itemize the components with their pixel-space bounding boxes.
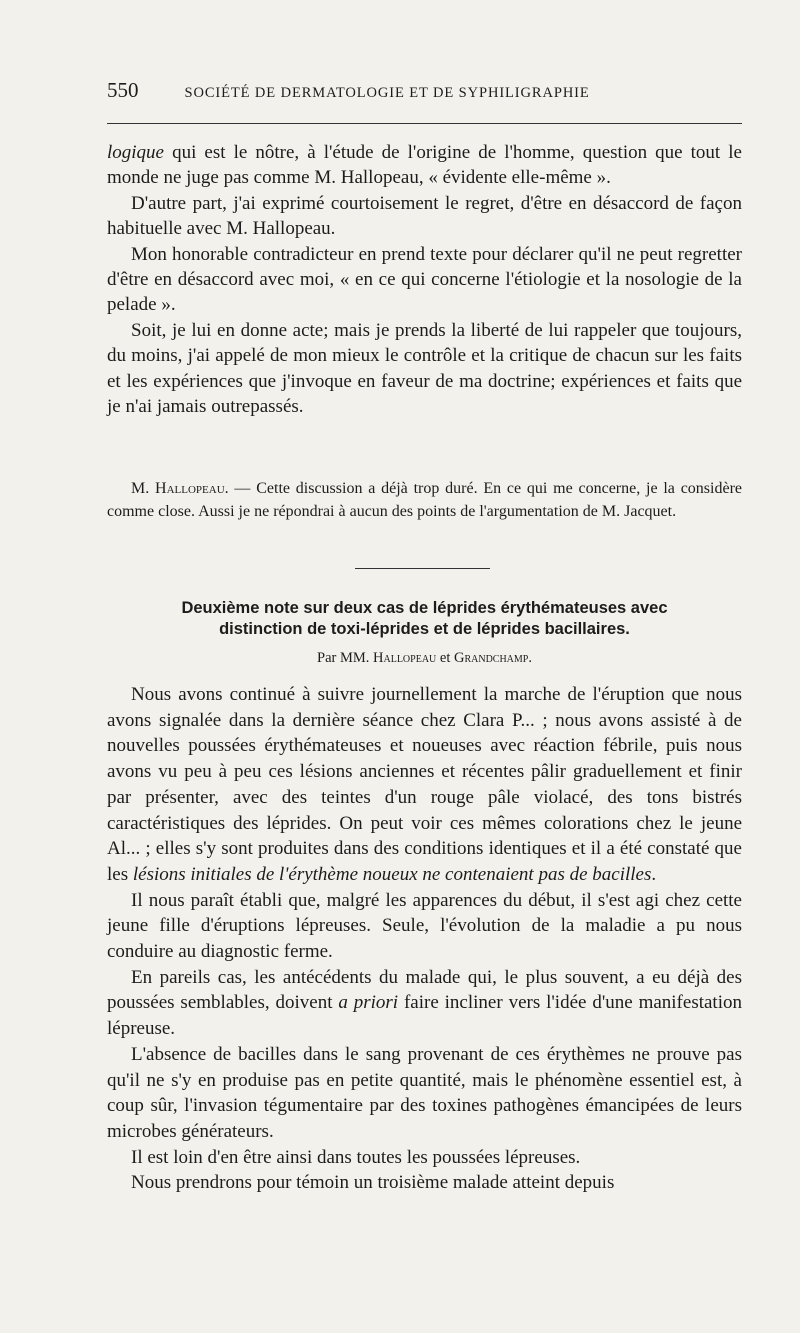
header-rule (107, 123, 742, 124)
article-byline (107, 650, 742, 667)
paragraph-4: Soit, je lui en donne acte; mais je prends la liberté de lui rappeler que toujours, du moins, j'ai appelé de mon mieux le contrôle et la critique de chacun sur les faits et les expériences que j'invoque en faveur de ma doctrine; expériences et faits que je n'ai jamais outrepassés. (107, 319, 742, 418)
author-2: Grandchamp (453, 650, 529, 666)
reply-speaker-prefix: M. (131, 480, 156, 497)
paragraph-10: Nous prendrons pour témoin un troisième malade atteint depuis (131, 1172, 615, 1194)
paragraph-7-text: En pareils cas, les antécédents du malade qui, le plus souvent, a eu déjà des poussées semblables, doivent (107, 966, 742, 1014)
paragraph-2: D'autre part, j'ai exprimé courtoisement le regret, d'être en désaccord de façon habituelle avec M. Hallopeau. (107, 192, 742, 240)
paragraph-1-italic: logique (107, 142, 164, 163)
hallopeau-reply (107, 477, 742, 523)
running-title: SOCIÉTÉ DE DERMATOLOGIE ET DE SYPHILIGRAPHIE (184, 85, 590, 101)
discussion-text (107, 140, 742, 419)
paragraph-5-italic: lésions initiales de l'érythème noueux ne contenaient pas de bacilles (132, 863, 652, 885)
byline-prefix: Par MM. (317, 650, 374, 666)
article-title-line-1: Deuxième note sur deux cas de léprides érythémateuses avec (181, 599, 668, 617)
paragraph-7-end: faire incliner vers l'idée d'une manifestation lépreuse. (107, 992, 742, 1040)
article-title-line-2: distinction de toxi-léprides et de léprides bacillaires. (219, 620, 630, 638)
page-header (107, 78, 742, 103)
paragraph-1-text: qui est le nôtre, à l'étude de l'origine de l'homme, question que tout le monde ne juge pas comme M. Hallopeau, « évidente elle-même ». (107, 142, 742, 189)
paragraph-3: Mon honorable contradicteur en prend texte pour déclarer qu'il ne peut regretter d'être en désaccord avec moi, « en ce qui concerne l'étiologie et la nosologie de la pelade ». (107, 243, 742, 316)
paragraph-5-text: Nous avons continué à suivre journellement la marche de l'éruption que nous avons signalée dans la dernière séance chez Clara P... ; nous avons assisté à de nouvelles poussées érythémateuses et noueuses avec réaction fébrile, puis nous avons vu peu à peu ces lésions anciennes et récentes pâlir graduellement et finir par présenter, avec des teintes d'un rouge pâle violacé, des tons bistrés caractéristiques des léprides. On peut voir ces mêmes colorations chez le jeune Al... ; elles s'y sont produites dans des conditions identiques et il a été constaté que les (107, 684, 742, 885)
reply-speaker: Hallopeau (155, 480, 225, 497)
paragraph-9: Il est loin d'en être ainsi dans toutes les poussées lépreuses. (131, 1146, 581, 1168)
byline-conjunction: et (436, 650, 454, 666)
byline-end: . (528, 650, 532, 666)
paragraph-5-end: . (651, 863, 657, 885)
section-separator (355, 568, 490, 569)
page-number: 550 (107, 78, 139, 102)
paragraph-7 (107, 965, 742, 1042)
paragraph-7-italic: a priori (338, 992, 399, 1014)
paragraph-5 (107, 682, 742, 888)
paragraph-8: L'absence de bacilles dans le sang provenant de ces érythèmes ne prouve pas qu'il ne s'y en produise pas en petite quantité, mais le phénomène essentiel est, à coup sûr, l'invasion tégumentaire par des toxines pathogènes émancipées de leurs microbes générateurs. (107, 1043, 742, 1142)
paragraph-1 (107, 140, 742, 191)
article-body (107, 682, 742, 1196)
author-1: Hallopeau (373, 650, 437, 666)
reply-text: . — Cette discussion a déjà trop duré. En ce qui me concerne, je la considère comme close. Aussi je ne répondrai à aucun des points de l'argumentation de M. Jacquet. (107, 480, 742, 520)
paragraph-6: Il nous paraît établi que, malgré les apparences du début, il s'est agi chez cette jeune fille d'éruptions lépreuses. Seule, l'évolution de la maladie a pu nous conduire au diagnostic ferme. (107, 889, 742, 963)
article-title (107, 598, 742, 640)
